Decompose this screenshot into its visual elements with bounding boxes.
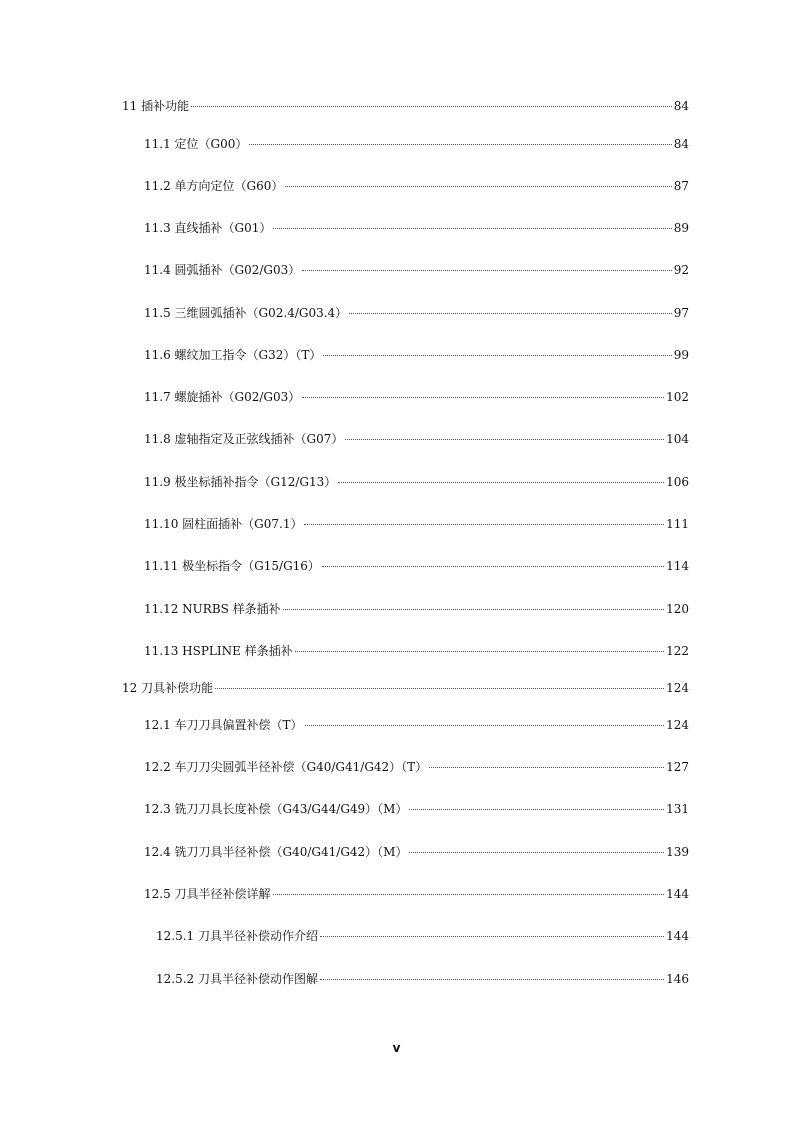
dot-leader (429, 766, 664, 768)
toc-entry-page: 99 (673, 348, 689, 362)
toc-entry-page: 102 (666, 390, 689, 404)
dot-leader (295, 650, 664, 652)
toc-entry[interactable] (144, 136, 689, 152)
dot-leader (323, 354, 671, 356)
toc-entry-page: 84 (673, 99, 689, 113)
toc-entry[interactable] (144, 220, 689, 236)
toc-entry[interactable] (144, 178, 689, 194)
dot-leader (305, 724, 665, 726)
toc-entry-title: 11.2 单方向定位（G60） (144, 179, 284, 193)
dot-leader (302, 396, 664, 398)
dot-leader (349, 312, 672, 314)
toc-entry[interactable] (144, 801, 689, 817)
toc-entry[interactable] (144, 347, 689, 363)
toc-entry-title: 11.12 NURBS 样条插补 (144, 602, 281, 616)
toc-entry-page: 97 (673, 306, 689, 320)
toc-entry-page: 146 (666, 972, 689, 986)
dot-leader (302, 269, 671, 271)
toc-entry-title: 12.4 铣刀刀具半径补偿（G40/G41/G42）（M） (144, 845, 408, 859)
toc-entry[interactable] (122, 98, 689, 114)
toc-entry-page: 144 (666, 887, 689, 901)
dot-leader (409, 808, 664, 810)
dot-leader (191, 105, 672, 107)
toc-entry-page: 139 (666, 845, 689, 859)
toc-entry[interactable] (144, 643, 689, 659)
toc-entry[interactable] (144, 558, 689, 574)
toc-entry-page: 106 (666, 475, 689, 489)
toc-entry[interactable] (144, 262, 689, 278)
toc-entry-page: 114 (666, 559, 689, 573)
toc-entry-title: 11.3 直线插补（G01） (144, 221, 272, 235)
toc-entry-title: 12.5.1 刀具半径补偿动作介绍 (156, 929, 318, 943)
toc-entry[interactable] (144, 759, 689, 775)
toc-entry-title: 11.13 HSPLINE 样条插补 (144, 644, 293, 658)
toc-entry-title: 12.1 车刀刀具偏置补偿（T） (144, 718, 303, 732)
toc-entry-title: 12.5 刀具半径补偿详解 (144, 887, 271, 901)
dot-leader (273, 893, 665, 895)
toc-entry[interactable] (144, 844, 689, 860)
toc-entry[interactable] (144, 601, 689, 617)
dot-leader (304, 523, 664, 525)
toc-entry-title: 11.8 虚轴指定及正弦线插补（G07） (144, 432, 344, 446)
dot-leader (215, 687, 664, 689)
toc-entry[interactable] (144, 305, 689, 321)
toc-entry-title: 12 刀具补偿功能 (122, 681, 214, 695)
toc-entry-title: 11.11 极坐标指令（G15/G16） (144, 559, 320, 573)
toc-entry[interactable] (156, 971, 689, 987)
dot-leader (320, 935, 664, 937)
toc-entry[interactable] (144, 516, 689, 532)
toc-entry[interactable] (144, 474, 689, 490)
toc-entry-page: 131 (666, 802, 689, 816)
toc-entry-title: 11.9 极坐标插补指令（G12/G13） (144, 475, 337, 489)
toc-entry-page: 89 (673, 221, 689, 235)
toc-entry-page: 124 (666, 681, 689, 695)
toc-entry-page: 111 (666, 517, 689, 531)
dot-leader (249, 143, 671, 145)
dot-leader (338, 481, 664, 483)
toc-entry-title: 12.5.2 刀具半径补偿动作图解 (156, 972, 318, 986)
toc-entry[interactable] (144, 886, 689, 902)
toc-entry-title: 11.1 定位（G00） (144, 137, 248, 151)
dot-leader (283, 608, 664, 610)
toc-entry-page: 122 (666, 644, 689, 658)
toc-entry-title: 11.7 螺旋插补（G02/G03） (144, 390, 301, 404)
toc-entry-page: 104 (666, 432, 689, 446)
toc-entry[interactable] (144, 431, 689, 447)
dot-leader (285, 185, 671, 187)
toc-entry-page: 144 (666, 929, 689, 943)
toc-entry[interactable] (122, 680, 689, 696)
page-number: v (392, 1041, 401, 1055)
toc-entry-title: 11.4 圆弧插补（G02/G03） (144, 263, 301, 277)
toc-entry-page: 84 (673, 137, 689, 151)
toc-entry-page: 124 (666, 718, 689, 732)
dot-leader (320, 978, 664, 980)
dot-leader (409, 851, 664, 853)
toc-entry-title: 12.2 车刀刀尖圆弧半径补偿（G40/G41/G42）（T） (144, 760, 428, 774)
dot-leader (345, 438, 664, 440)
toc-entry[interactable] (144, 717, 689, 733)
toc-entry-title: 12.3 铣刀刀具长度补偿（G43/G44/G49）（M） (144, 802, 408, 816)
toc-entry-page: 120 (666, 602, 689, 616)
toc-entry-page: 127 (666, 760, 689, 774)
dot-leader (322, 565, 664, 567)
toc-entry-title: 11.10 圆柱面插补（G07.1） (144, 517, 303, 531)
toc-entry-page: 87 (673, 179, 689, 193)
dot-leader (273, 227, 671, 229)
toc-entry[interactable] (144, 389, 689, 405)
toc-entry-title: 11.6 螺纹加工指令（G32）（T） (144, 348, 322, 362)
toc-entry-page: 92 (673, 263, 689, 277)
toc-entry[interactable] (156, 928, 689, 944)
toc-entry-title: 11 插补功能 (122, 99, 190, 113)
toc-entry-title: 11.5 三维圆弧插补（G02.4/G03.4） (144, 306, 348, 320)
